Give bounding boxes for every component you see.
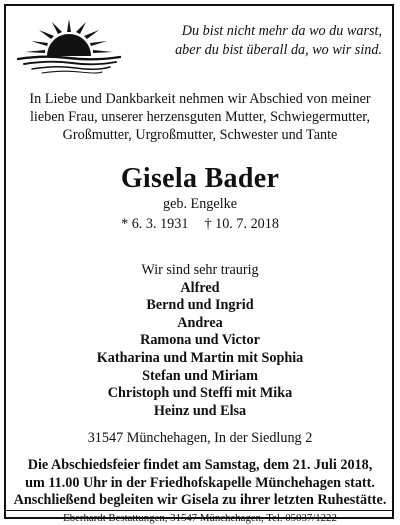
- footer-divider: [6, 510, 392, 511]
- mourner-name: Bernd und Ingrid: [146, 297, 254, 314]
- mourner-name: Katharina und Martin mit Sophia: [96, 349, 304, 366]
- quote-line: aber du bist überall da, wo wir sind.: [175, 42, 382, 58]
- mourner-name: Alfred: [180, 279, 220, 296]
- intro-line: In Liebe und Dankbarkeit nehmen wir Abschied von meiner: [29, 91, 371, 107]
- mourners-lead: Wir sind sehr traurig: [141, 262, 259, 278]
- life-dates: [0, 216, 400, 233]
- mourner-name: Christoph und Steffi mit Mika: [107, 385, 293, 402]
- memorial-quote: [102, 22, 382, 60]
- deceased-name: Gisela Bader: [120, 163, 280, 194]
- ceremony-line: um 11.00 Uhr in der Friedhofskapelle Münchehagen statt.: [25, 474, 375, 491]
- mourner-name: Andrea: [177, 314, 223, 331]
- mourner-name: Stefan und Miriam: [142, 367, 258, 384]
- maiden-name: geb. Engelke: [162, 196, 238, 212]
- intro-line: Großmutter, Urgroßmutter, Schwester und Tante: [62, 126, 338, 143]
- birth-date: * 6. 3. 1931: [121, 216, 189, 232]
- ceremony-line: Anschließend begleiten wir Gisela zu ihrer letzten Ruhestätte.: [13, 492, 387, 508]
- ceremony-line: Die Abschiedsfeier findet am Samstag, dem 21. Juli 2018,: [27, 457, 373, 473]
- mourner-name: Heinz und Elsa: [153, 402, 247, 419]
- intro-text: [14, 91, 386, 144]
- funeral-home-footer: Eberhardt Bestattungen, 31547 Münchehagen, Tel. 05037/1222: [63, 512, 337, 524]
- quote-line: Du bist nicht mehr da wo du warst,: [181, 23, 382, 39]
- mourners-list: [0, 262, 400, 420]
- ceremony-info: [10, 457, 390, 510]
- death-date: † 10. 7. 2018: [204, 216, 279, 232]
- mourner-name: Ramona und Victor: [140, 332, 260, 349]
- family-address: 31547 Münchehagen, In der Siedlung 2: [87, 430, 313, 446]
- intro-line: lieben Frau, unserer herzensguten Mutter, Schwiegermutter,: [29, 108, 371, 125]
